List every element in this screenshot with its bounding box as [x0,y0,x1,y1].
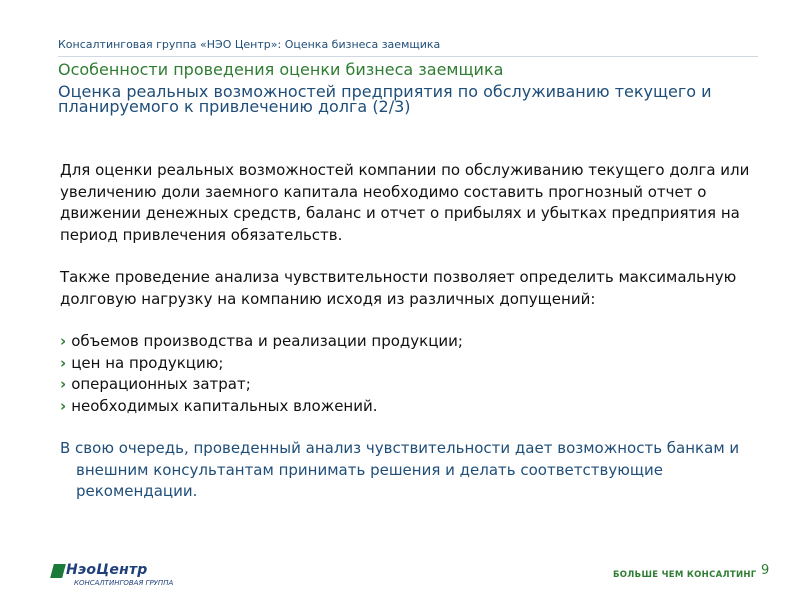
body-paragraph-1: Для оценки реальных возможностей компании по обслуживанию текущего долга или увеличению доли заемного капитала необходимо составить прогнозный отчет о движении денежных средств, баланс и отчет о прибылях и убытках предприятия на период привлечения обязательств. [60,161,750,244]
chevron-right-icon: › [60,375,67,393]
body-paragraph-2: Также проведение анализа чувствительности позволяет определить максимальную долговую нагрузку на компанию исходя из различных допущений: [60,268,737,308]
list-item-text: цен на продукцию; [71,353,224,372]
list-item-text: операционных затрат; [71,375,251,393]
logo-subtitle: КОНСАЛТИНГОВАЯ ГРУППА [74,579,174,587]
company-logo [52,562,182,588]
list-item [60,396,750,418]
chevron-right-icon: › [60,396,67,415]
list-item-text: объемов производства и реализации продукции; [71,332,463,350]
slide-body [60,160,750,503]
footer-slogan: БОЛЬШЕ ЧЕМ КОНСАЛТИНГ [613,570,757,580]
list-item [60,331,750,353]
logo-mark-icon [50,564,66,578]
list-item-text: необходимых капитальных вложений. [71,396,378,415]
list-item [60,353,750,375]
body-paragraph-3: В свою очередь, проведенный анализ чувствительности дает возможность банкам и внешним консультантам принимать решения и делать соответствующие рекомендации. [60,439,740,500]
slide-subtitle: Оценка реальных возможностей предприятия по обслуживанию текущего и планируемого к привлечению долга (2/3) [58,82,712,116]
header-divider [58,56,758,57]
chevron-right-icon: › [60,332,67,350]
page-number: 9 [761,563,770,578]
chevron-right-icon: › [60,353,67,372]
assumption-list [60,331,750,417]
section-title: Особенности проведения оценки бизнеса заемщика [58,60,504,79]
list-item [60,374,750,396]
logo-name: НэоЦентр [66,562,148,578]
header-text: Консалтинговая группа «НЭО Центр»: Оценка бизнеса заемщика [58,38,441,51]
